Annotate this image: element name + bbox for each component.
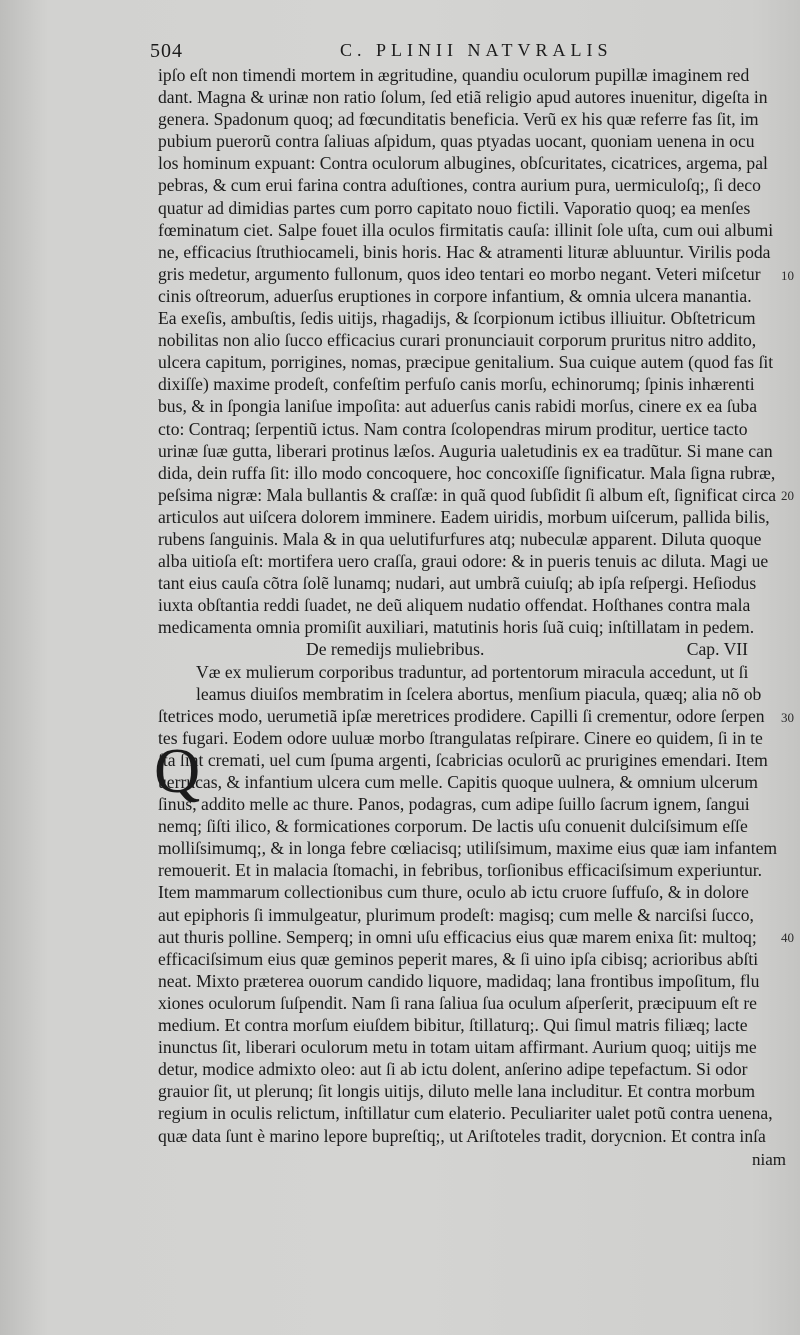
text-line: los hominum expuant: Contra oculorum albugines, obſcuritates, cicatrices, argema, pal bbox=[158, 153, 768, 174]
text-line: Væ ex mulierum corporibus traduntur, ad portentorum miracula accedunt, ut ſi bbox=[196, 661, 749, 682]
text-line: dida, dein ruffa ſit: illo modo concoquere, hoc concoxiſſe ſignificatur. Mala ſigna rubræ, bbox=[158, 462, 776, 483]
text-line: detur, modice admixto oleo: aut ſi ab ictu dolent, anſerino adipe tepefactum. Si odor bbox=[158, 1059, 748, 1080]
text-line: articulos aut uiſcera dolorem imminere. Eadem uiridis, morbum uiſcerum, pallida bilis, bbox=[158, 506, 770, 527]
margin-line-number: 10 bbox=[781, 268, 794, 283]
text-line: cto: Contraq; ſerpentiũ ictus. Nam contra ſcolopendras mirum proditur, uertice tacto bbox=[158, 418, 748, 439]
text-line: medicamenta omnia promiſit auxiliari, matutinis horis ſuã cuiq; inſtillatam in pedem. bbox=[158, 617, 755, 638]
chapter-label: Cap. VII bbox=[686, 639, 748, 660]
text-line: rubens ſanguinis. Mala & in qua uelutifurfures atq; nubeculæ apparent. Diluta quoque bbox=[158, 528, 762, 549]
text-line: alba uitioſa eſt: mortifera uero craſſa, graui odore: & in pueris tenuis ac diluta. Magi ue bbox=[158, 551, 769, 572]
text-line: dixiſſe) maxime prodeſt, confeſtim perfuſo canis morſu, echinorumq; ſpinis inhærenti bbox=[158, 374, 755, 395]
text-line: ſta ſint cremati, uel cum ſpuma argenti, ſcabricias oculorũ ac prurigines emendari. Item bbox=[158, 749, 768, 770]
margin-line-number: 30 bbox=[781, 710, 794, 725]
text-line: fœminatum ciet. Salpe fouet illa oculos firmitatis cauſa: illinit ſole uſta, cum oui albumi bbox=[158, 219, 774, 240]
text-line: xiones oculorum ſuſpendit. Nam ſi rana ſaliua ſua oculum aſperſerit, præcipuum eſt re bbox=[158, 992, 757, 1013]
drop-cap-initial: Q bbox=[154, 735, 201, 806]
text-line: efficaciſsimum eius quæ geminos peperit mares, & ſi uino ipſa cibisq; acrioribus abſti bbox=[158, 948, 759, 969]
text-line: medium. Et contra morſum eiuſdem bibitur, ſtillaturq;. Qui ſimul matris filiæq; lacte bbox=[158, 1015, 748, 1036]
text-line: pubium puerorũ contra ſaliuas aſpidum, quas ptyadas uocant, quoniam uenena in ocu bbox=[158, 131, 755, 152]
text-line: iuxta obſtantia reddi ſuadet, ne deũ aliquem nudatio offendat. Hoſthanes contra mala bbox=[158, 595, 751, 616]
text-line: nemq; ſiſti ilico, & formicationes corporum. De lactis uſu conuenit dulciſsimum eſſe bbox=[158, 816, 748, 837]
text-line: peſsima nigræ: Mala bullantis & craſſæ: in quã quod ſubſidit ſi album eſt, ſignificat circa bbox=[158, 484, 777, 505]
text-line: genera. Spadonum quoq; ad fœcunditatis beneficia. Verũ ex his quæ referre fas ſit, im bbox=[158, 109, 759, 130]
text-line: quatur ad dimidias partes cum porro capitato nouo fictili. Vaporatio quoq; ea menſes bbox=[158, 197, 751, 218]
text-line: tant eius cauſa cõtra ſolẽ lunamq; nudari, aut umbrã cuiuſq; ab ipſa reſpergi. Heſiodus bbox=[158, 573, 757, 594]
text-line: regium in oculis relictum, inſtillatur cum elaterio. Peculiariter ualet potũ contra uenena, bbox=[158, 1103, 773, 1124]
text-line: ſtetrices modo, uerumetiã ipſæ meretrices prodidere. Capilli ſi crementur, odore ſerpen bbox=[158, 705, 765, 726]
section-heading-line bbox=[158, 638, 768, 660]
text-line: aut thuris polline. Semperq; in omni uſu efficacius eius quæ marem enixa ſit: multoq; bbox=[158, 926, 757, 947]
text-line: pebras, & cum erui farina contra aduſtiones, contra aurium pura, uermiculoſq;, ſi deco bbox=[158, 175, 761, 196]
text-line: quæ data ſunt è marino lepore bupreſtiq;, ut Ariſtoteles tradit, dorycnion. Et contra inſa bbox=[158, 1125, 766, 1146]
text-line: leamus diuiſos membratim in ſcelera abortus, menſium piacula, quæq; alia nõ ob bbox=[196, 683, 762, 704]
text-block-a bbox=[158, 64, 777, 638]
margin-line-number: 40 bbox=[781, 930, 794, 945]
text-line: nobilitas non alio ſucco efficacius curari pronunciauit corporum pruritus nitro addito, bbox=[158, 330, 757, 351]
text-line: ulcera capitum, porrigines, nomas, præcipue genitalium. Sua cuique autem (quod fas ſit bbox=[158, 352, 774, 373]
text-line: dant. Magna & urinæ non ratio ſolum, ſed etiã religio apud autores inuenitur, digeſta in bbox=[158, 87, 768, 108]
text-line: neat. Mixto præterea ouorum candido liquore, madidaq; lana frontibus impoſitum, flu bbox=[158, 970, 760, 991]
text-line: molliſsimumq;, & in longa febre cœliacisq; utiliſsimum, maxime eius quæ iam infantem bbox=[158, 838, 778, 859]
text-line: urinæ ſuæ gutta, liberari protinus læſos. Auguria ualetudinis ex ea tradũtur. Si mane can bbox=[158, 440, 773, 461]
text-line: tes fugari. Eodem odore uuluæ morbo ſtrangulatas reſpirare. Cinere eo quidem, ſi in te bbox=[158, 727, 763, 748]
section-heading: De remedijs muliebribus. bbox=[306, 639, 485, 660]
running-head: C. PLINII NATVRALIS bbox=[340, 40, 613, 60]
page-header bbox=[150, 40, 790, 66]
text-line: uerrucas, & infantium ulcera cum melle. Capitis quoque uulnera, & omnium ulcerum bbox=[158, 772, 758, 792]
text-line: ipſo eſt non timendi mortem in ægritudine, quandiu oculorum pupillæ imaginem red bbox=[158, 65, 750, 85]
text-line: remouerit. Et in malacia ſtomachi, in febribus, torſionibus efficaciſsimum experiuntur. bbox=[158, 860, 763, 881]
text-line: cinis oſtreorum, aduerſus eruptiones in corpore infantium, & omnia ulcera manantia. bbox=[158, 285, 752, 306]
text-line: ne, efficacius ſtruthiocameli, binis horis. Hac & atramenti lituræ abluuntur. Virilis poda bbox=[158, 241, 771, 262]
text-block-b bbox=[158, 661, 778, 1147]
catchword: niam bbox=[752, 1150, 786, 1169]
margin-line-number: 20 bbox=[781, 488, 794, 503]
text-line: inunctus ſit, liberari oculorum metu in totam uitam affirmant. Aurium quoq; uitijs me bbox=[158, 1037, 757, 1058]
text-line: Item mammarum collectionibus cum thure, oculo ab ictu cruore ſuffuſo, & in dolore bbox=[158, 882, 749, 903]
folio-number: 504 bbox=[150, 40, 183, 62]
text-line: grauior ſit, ut plerunq; ſit longis uitijs, diluto melle lana includitur. Et contra morbum bbox=[158, 1081, 756, 1102]
text-line: gris medetur, argumento fullonum, quos ideo tentari eo morbo negant. Veteri miſcetur bbox=[158, 263, 761, 284]
body-text bbox=[154, 64, 778, 1147]
text-line: aut epiphoris ſi immulgeatur, plurimum prodeſt: magisq; cum melle & narciſsi ſucco, bbox=[158, 904, 754, 925]
text-line: Ea exeſis, ambuſtis, ſedis uitijs, rhagadijs, & ſcorpionum ictibus illiuitur. Obſtetricum bbox=[158, 308, 756, 329]
text-line: bus, & in ſpongia laniſue impoſita: aut aduerſus canis rabidi morſus, cinere ex ea ſuba bbox=[158, 396, 758, 417]
text-line: ſinus, addito melle ac thure. Panos, podagras, cum adipe ſuillo ſacrum ignem, ſangui bbox=[158, 794, 750, 815]
